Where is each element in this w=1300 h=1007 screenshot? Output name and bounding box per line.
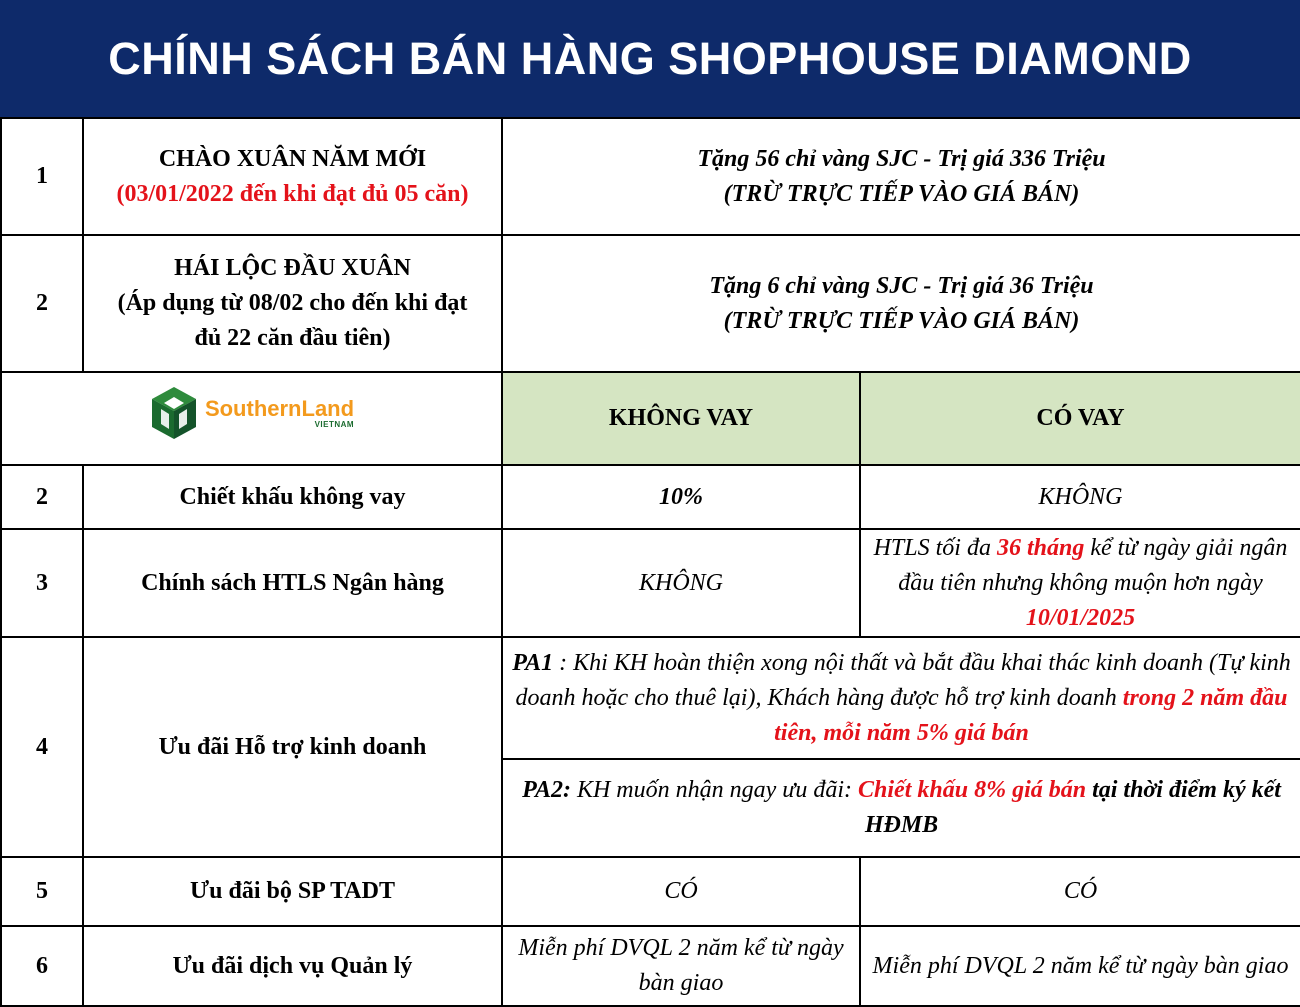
promo-gift-cell (502, 235, 1300, 372)
business-row-pa1 (1, 637, 1300, 759)
row-number: 4 (1, 637, 83, 857)
with-loan-value (860, 529, 1300, 637)
promo-period: đủ 22 căn đầu tiên) (194, 325, 391, 351)
row-number: 5 (1, 857, 83, 926)
policy-table (0, 117, 1300, 1007)
cube-logo-icon (149, 385, 199, 441)
pa2-cell (502, 759, 1300, 857)
row-number: 2 (1, 465, 83, 529)
promo-name: CHÀO XUÂN NĂM MỚI (158, 145, 427, 172)
row-number: 3 (1, 529, 83, 637)
logo-wordmark (204, 395, 355, 429)
promo-gift-note: (TRỪ TRỰC TIẾP VÀO GIÁ BÁN) (723, 307, 1080, 334)
row-number: 1 (1, 118, 83, 235)
promo-name: HÁI LỘC ĐẦU XUÂN (174, 255, 411, 281)
pa2-text: KH muốn nhận ngay ưu đãi: (570, 777, 859, 803)
with-loan-value: CÓ (860, 857, 1300, 926)
with-loan-value: KHÔNG (860, 465, 1300, 529)
no-loan-value: Miễn phí DVQL 2 năm kể từ ngày bàn giao (502, 926, 860, 1006)
promo-name-cell (83, 235, 502, 372)
logo-name-accent: Land (301, 395, 355, 421)
discount-row (1, 465, 1300, 529)
promo-gift-line: Tặng 6 chỉ vàng SJC - Trị giá 36 Triệu (709, 272, 1094, 299)
promo-period: (03/01/2022 đến khi đạt đủ 05 căn) (116, 180, 469, 207)
row-number: 6 (1, 926, 83, 1006)
row-number: 2 (1, 235, 83, 372)
htls-duration: 36 tháng (996, 534, 1085, 561)
pa1-text: : Khi KH hoàn thiện xong nội thất và bắt đầu khai thác kinh doanh (Tự kinh doanh hoặc cho thuê lại), Khách hàng được hỗ trợ kinh doanh (515, 649, 1291, 711)
row-name: Chiết khấu không vay (83, 465, 502, 529)
logo-name: Southern (204, 395, 302, 421)
row-name: Chính sách HTLS Ngân hàng (83, 529, 502, 637)
pa1-label: PA1 (512, 649, 554, 676)
management-row (1, 926, 1300, 1006)
row-name: Ưu đãi Hỗ trợ kinh doanh (83, 637, 502, 857)
pa1-highlight: trong 2 năm đầu tiên, mỗi năm 5% giá bán (774, 684, 1288, 746)
column-header-with-loan: CÓ VAY (860, 372, 1300, 465)
promo-gift-line: Tặng 56 chỉ vàng SJC - Trị giá 336 Triệu (697, 145, 1106, 172)
promo-name-cell (83, 118, 502, 235)
column-header-no-loan: KHÔNG VAY (502, 372, 860, 465)
southernland-logo (149, 385, 354, 441)
htls-text: kể từ ngày giải ngân đầu tiên nhưng không muộn hơn ngày (898, 534, 1288, 596)
logo-subtitle: VIETNAM (314, 419, 355, 429)
promo-gift-cell (502, 118, 1300, 235)
no-loan-value: KHÔNG (502, 529, 860, 637)
pa2-highlight: Chiết khấu 8% giá bán (858, 777, 1087, 803)
pa1-cell (502, 637, 1300, 759)
row-name: Ưu đãi bộ SP TADT (83, 857, 502, 926)
no-loan-value: 10% (502, 465, 860, 529)
row-name: Ưu đãi dịch vụ Quản lý (83, 926, 502, 1006)
pa2-label: PA2: (522, 777, 571, 803)
no-loan-value: CÓ (502, 857, 860, 926)
column-header-row (1, 372, 1300, 465)
promo-period: (Áp dụng từ 08/02 cho đến khi đạt (117, 290, 468, 316)
promo-row-2 (1, 235, 1300, 372)
htls-deadline: 10/01/2025 (1025, 604, 1136, 631)
pa2-tail: tại thời điểm ký kết HĐMB (864, 777, 1281, 838)
page-title: CHÍNH SÁCH BÁN HÀNG SHOPHOUSE DIAMOND (0, 0, 1300, 117)
with-loan-value: Miễn phí DVQL 2 năm kể từ ngày bàn giao (860, 926, 1300, 1006)
promo-row-1 (1, 118, 1300, 235)
tadt-row (1, 857, 1300, 926)
promo-gift-note: (TRỪ TRỰC TIẾP VÀO GIÁ BÁN) (723, 180, 1080, 207)
htls-row (1, 529, 1300, 637)
logo-cell (1, 372, 502, 465)
htls-text: HTLS tối đa (873, 534, 997, 561)
